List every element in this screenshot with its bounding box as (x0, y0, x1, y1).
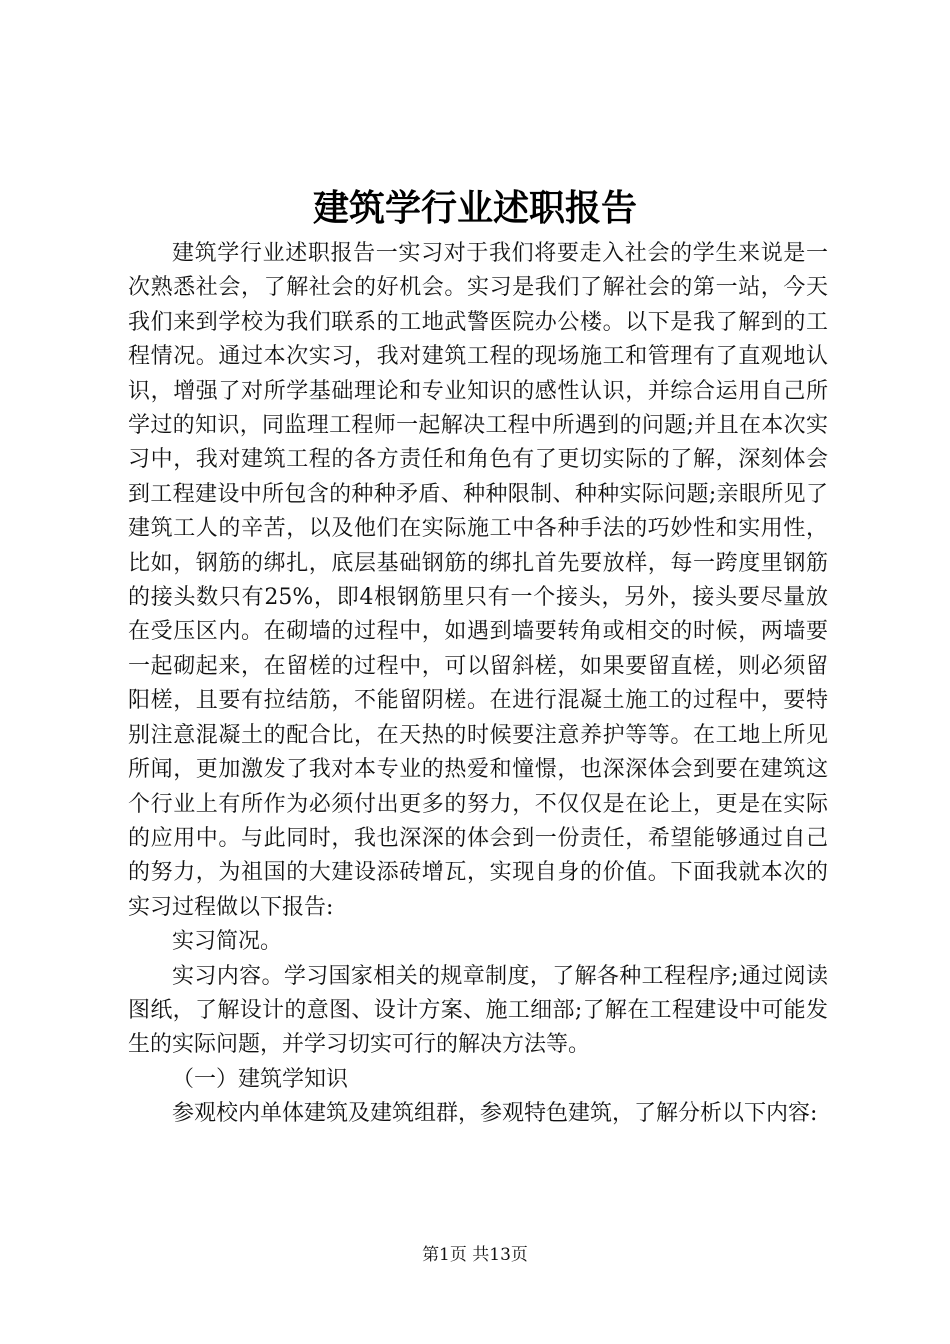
paragraph-visit: 参观校内单体建筑及建筑组群，参观特色建筑，了解分析以下内容: (172, 1101, 818, 1127)
paragraph-internship-content: 实习内容。学习国家相关的规章制度，了解各种工程程序;通过阅读图纸，了解设计的意图、设计方案、施工细部;了解在工程建设中可能发生的实际问题，并学习切实可行的解决方法等。 (128, 963, 828, 1058)
page-footer: 第1页 共13页 (422, 1245, 528, 1265)
document-body (128, 237, 828, 1132)
document-title: 建筑学行业述职报告 (312, 187, 637, 229)
paragraph-intro: 建筑学行业述职报告一实习对于我们将要走入社会的学生来说是一次熟悉社会，了解社会的好机会。实习是我们了解社会的第一站，今天我们来到学校为我们联系的工地武警医院办公楼。以下是我了解到的工程情况。通过本次实习，我对建筑工程的现场施工和管理有了直观地认识，增强了对所学基础理论和专业知识的感性认识，并综合运用自己所学过的知识，同监理工程师一起解决工程中所遇到的问题;并且在本次实习中，我对建筑工程的各方责任和角色有了更切实际的了解，深刻体会到工程建设中所包含的种种矛盾、种种限制、种种实际问题;亲眼所见了建筑工人的辛苦，以及他们在实际施工中各种手法的巧妙性和实用性，比如，钢筋的绑扎，底层基础钢筋的绑扎首先要放样，每一跨度里钢筋的接头数只有25%，即4根钢筋里只有一个接头，另外，接头要尽量放在受压区内。在砌墙的过程中，如遇到墙要转角或相交的时候，两墙要一起砌起来，在留槎的过程中，可以留斜槎，如果要留直槎，则必须留阳槎，且要有拉结筋，不能留阴槎。在进行混凝土施工的过程中，要特别注意混凝土的配合比，在天热的时候要注意养护等等。在工地上所见所闻，更加激发了我对本专业的热爱和憧憬，也深深体会到要在建筑这个行业上有所作为必须付出更多的努力，不仅仅是在论上，更是在实际的应用中。与此同时，我也深深的体会到一份责任，希望能够通过自己的努力，为祖国的大建设添砖增瓦，实现自身的价值。下面我就本次的实习过程做以下报告: (128, 241, 828, 920)
section-heading-architecture-knowledge: （一）建筑学知识 (172, 1066, 349, 1092)
paragraph-internship-overview: 实习简况。 (172, 929, 283, 955)
